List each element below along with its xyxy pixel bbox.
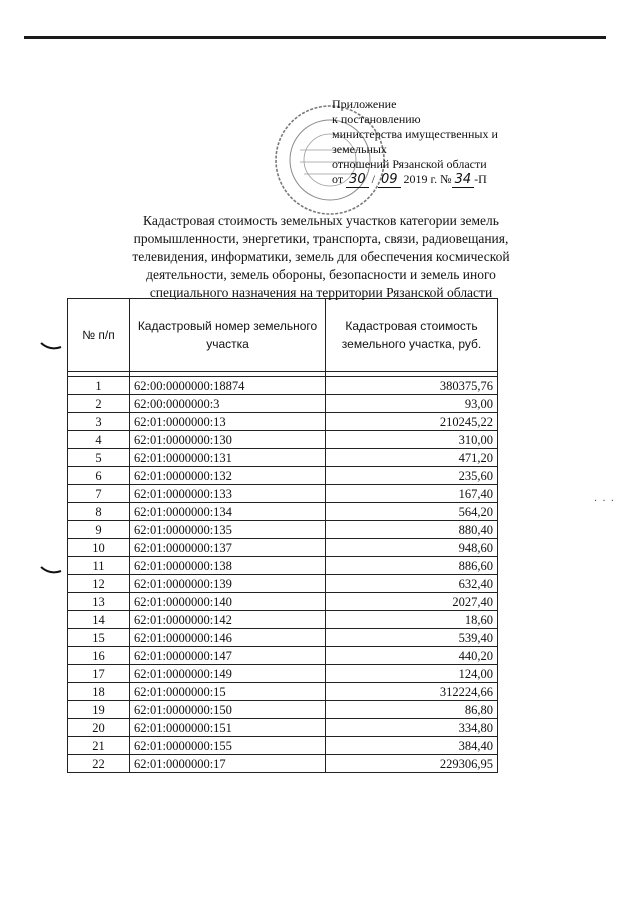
- table-row: [68, 575, 498, 593]
- table-row: [68, 701, 498, 719]
- row-cadastral-cost: 632,40: [326, 575, 498, 593]
- row-cadastral-cost: 440,20: [326, 647, 498, 665]
- row-cadastral-cost: 18,60: [326, 611, 498, 629]
- row-number: 14: [68, 611, 130, 629]
- row-cadastral-number: 62:01:0000000:137: [130, 539, 326, 557]
- row-cadastral-number: 62:01:0000000:15: [130, 683, 326, 701]
- row-cadastral-number: 62:00:0000000:18874: [130, 377, 326, 395]
- row-cadastral-number: 62:01:0000000:132: [130, 467, 326, 485]
- table-row: [68, 467, 498, 485]
- title-line: телевидения, информатики, земель для обеспечения космической: [132, 249, 510, 264]
- table-row: [68, 557, 498, 575]
- appendix-line: министерства имущественных и: [332, 127, 498, 141]
- row-number: 22: [68, 755, 130, 773]
- date-month: 09: [378, 172, 401, 188]
- row-cadastral-number: 62:01:0000000:155: [130, 737, 326, 755]
- row-cadastral-cost: 539,40: [326, 629, 498, 647]
- row-cadastral-number: 62:01:0000000:146: [130, 629, 326, 647]
- row-cadastral-number: 62:01:0000000:133: [130, 485, 326, 503]
- row-cadastral-number: 62:01:0000000:17: [130, 755, 326, 773]
- title-line: Кадастровая стоимость земельных участков категории земель: [143, 213, 499, 228]
- table-row: [68, 521, 498, 539]
- row-cadastral-number: 62:01:0000000:140: [130, 593, 326, 611]
- row-number: 21: [68, 737, 130, 755]
- row-cadastral-cost: 93,00: [326, 395, 498, 413]
- table-row: [68, 395, 498, 413]
- title-line: промышленности, энергетики, транспорта, связи, радиовещания,: [133, 231, 509, 246]
- row-cadastral-cost: 310,00: [326, 431, 498, 449]
- row-number: 3: [68, 413, 130, 431]
- scan-artifact-dots: · · ·: [594, 496, 615, 507]
- row-cadastral-number: 62:01:0000000:139: [130, 575, 326, 593]
- appendix-line: к постановлению: [332, 112, 421, 126]
- table-row: [68, 755, 498, 773]
- row-cadastral-number: 62:01:0000000:142: [130, 611, 326, 629]
- table-row: [68, 647, 498, 665]
- row-cadastral-cost: 210245,22: [326, 413, 498, 431]
- document-date-line: от 30 / 09 2019 г. № 34 -П: [332, 172, 487, 187]
- row-cadastral-number: 62:00:0000000:3: [130, 395, 326, 413]
- row-cadastral-cost: 471,20: [326, 449, 498, 467]
- row-cadastral-number: 62:01:0000000:151: [130, 719, 326, 737]
- table-row: [68, 503, 498, 521]
- row-cadastral-cost: 334,80: [326, 719, 498, 737]
- row-cadastral-cost: 384,40: [326, 737, 498, 755]
- table-row: [68, 629, 498, 647]
- title-line: деятельности, земель обороны, безопасности и земель иного: [146, 267, 496, 282]
- row-cadastral-number: 62:01:0000000:130: [130, 431, 326, 449]
- title-line: специального назначения на территории Рязанской области: [149, 285, 493, 300]
- row-cadastral-cost: 880,40: [326, 521, 498, 539]
- row-number: 15: [68, 629, 130, 647]
- top-rule: [24, 36, 606, 39]
- row-cadastral-number: 62:01:0000000:135: [130, 521, 326, 539]
- row-cadastral-number: 62:01:0000000:138: [130, 557, 326, 575]
- cadastral-value-table: [67, 298, 498, 773]
- row-cadastral-cost: 380375,76: [326, 377, 498, 395]
- row-number: 7: [68, 485, 130, 503]
- row-cadastral-cost: 124,00: [326, 665, 498, 683]
- row-cadastral-number: 62:01:0000000:13: [130, 413, 326, 431]
- row-number: 1: [68, 377, 130, 395]
- row-number: 2: [68, 395, 130, 413]
- date-year-text: 2019 г. №: [403, 172, 452, 186]
- document-number: 34: [452, 172, 475, 188]
- row-cadastral-cost: 564,20: [326, 503, 498, 521]
- appendix-line: Приложение: [332, 97, 397, 111]
- document-number-suffix: -П: [474, 172, 487, 186]
- row-cadastral-number: 62:01:0000000:150: [130, 701, 326, 719]
- row-number: 5: [68, 449, 130, 467]
- appendix-line: отношений Рязанской области: [332, 157, 487, 171]
- row-cadastral-cost: 167,40: [326, 485, 498, 503]
- row-cadastral-cost: 86,80: [326, 701, 498, 719]
- table-row: [68, 665, 498, 683]
- row-cadastral-number: 62:01:0000000:149: [130, 665, 326, 683]
- row-number: 12: [68, 575, 130, 593]
- table-row: [68, 377, 498, 395]
- row-cadastral-number: 62:01:0000000:147: [130, 647, 326, 665]
- header-cadastral-cost: Кадастровая стоимость земельного участка, руб.: [326, 299, 498, 372]
- row-number: 9: [68, 521, 130, 539]
- row-number: 17: [68, 665, 130, 683]
- appendix-block: [332, 97, 512, 188]
- row-cadastral-cost: 948,60: [326, 539, 498, 557]
- row-cadastral-cost: 886,60: [326, 557, 498, 575]
- table-row: [68, 593, 498, 611]
- appendix-line: земельных: [332, 142, 387, 156]
- table-row: [68, 449, 498, 467]
- table-row: [68, 683, 498, 701]
- header-number: № п/п: [68, 299, 130, 372]
- table-row: [68, 611, 498, 629]
- table-row: [68, 719, 498, 737]
- row-cadastral-number: 62:01:0000000:134: [130, 503, 326, 521]
- date-day: 30: [346, 172, 369, 188]
- header-cadastral-number: Кадастровый номер земельного участка: [130, 299, 326, 372]
- row-number: 10: [68, 539, 130, 557]
- row-number: 13: [68, 593, 130, 611]
- row-cadastral-cost: 235,60: [326, 467, 498, 485]
- row-number: 6: [68, 467, 130, 485]
- row-cadastral-number: 62:01:0000000:131: [130, 449, 326, 467]
- row-number: 18: [68, 683, 130, 701]
- row-number: 4: [68, 431, 130, 449]
- table-row: [68, 413, 498, 431]
- table-row: [68, 539, 498, 557]
- row-number: 16: [68, 647, 130, 665]
- table-row: [68, 431, 498, 449]
- row-cadastral-cost: 229306,95: [326, 755, 498, 773]
- date-prefix: от: [332, 172, 344, 186]
- margin-check-mark-icon: [40, 341, 62, 351]
- margin-check-mark-icon: [40, 565, 62, 575]
- row-cadastral-cost: 2027,40: [326, 593, 498, 611]
- row-cadastral-cost: 312224,66: [326, 683, 498, 701]
- row-number: 8: [68, 503, 130, 521]
- row-number: 11: [68, 557, 130, 575]
- table-header-row: [68, 299, 498, 372]
- row-number: 19: [68, 701, 130, 719]
- document-title: [76, 212, 566, 302]
- row-number: 20: [68, 719, 130, 737]
- table-row: [68, 485, 498, 503]
- table-row: [68, 737, 498, 755]
